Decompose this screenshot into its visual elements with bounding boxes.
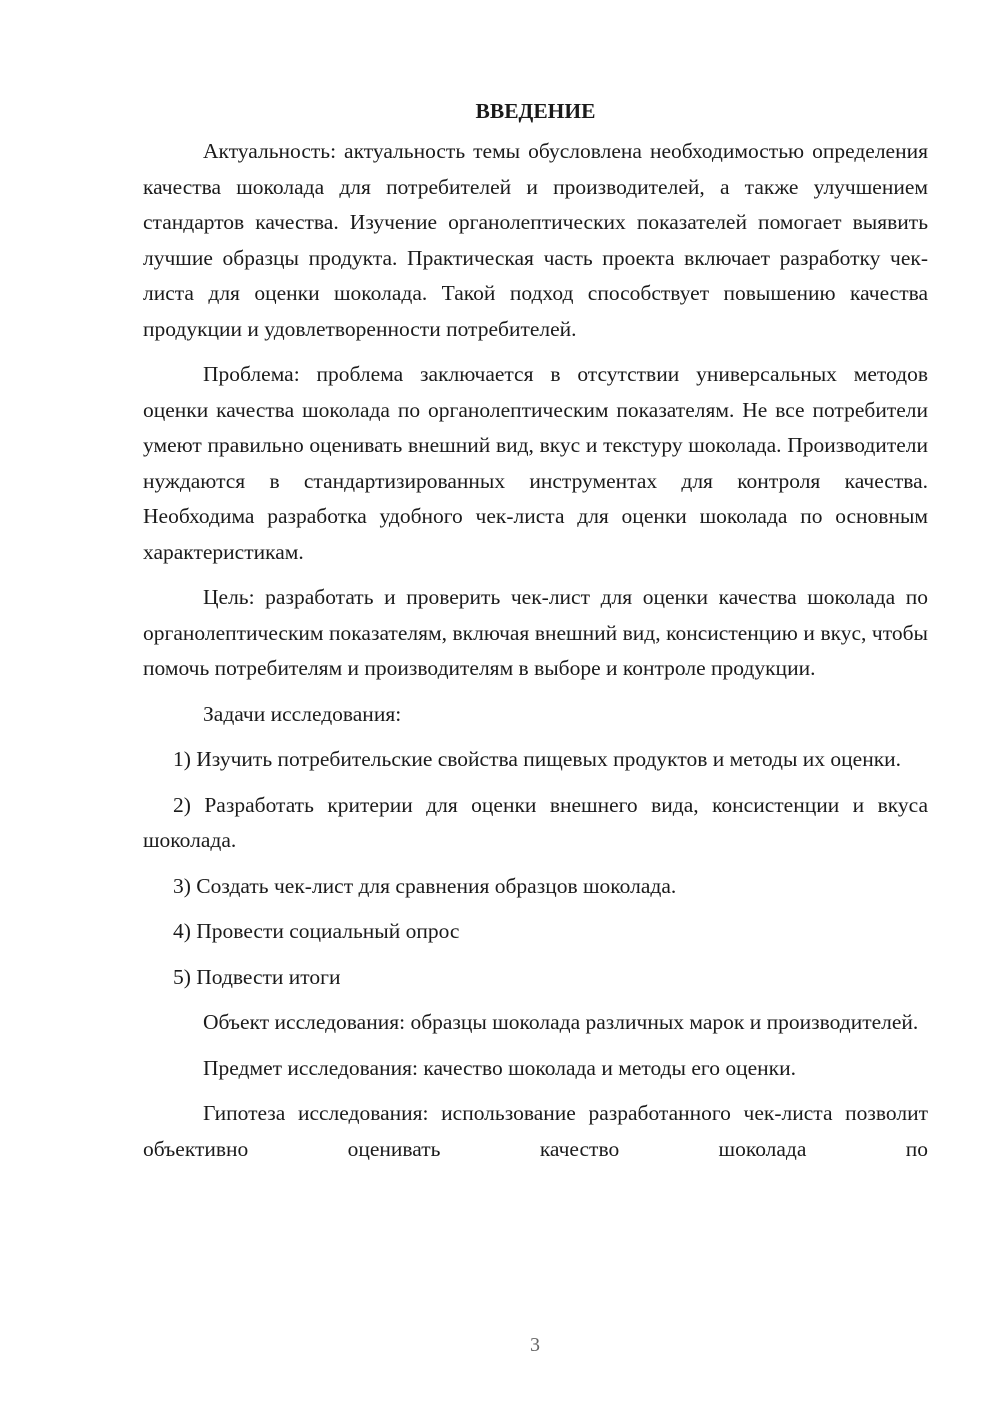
paragraph-subject: Предмет исследования: качество шоколада и методы его оценки. <box>203 1055 796 1080</box>
task-item: 2) Разработать критерии для оценки внешнего вида, консистенции и вкуса шоколада. <box>143 792 928 852</box>
section-title: ВВЕДЕНИЕ <box>475 99 596 123</box>
task-item: 1) Изучить потребительские свойства пищевых продуктов и методы их оценки. <box>173 747 902 771</box>
task-item: 3) Создать чек-лист для сравнения образцов шоколада. <box>173 873 677 898</box>
paragraph-problem: Проблема: проблема заключается в отсутствии универсальных методов оценки качества шоколада по органолептическим показателям. Не все потребители умеют правильно оценивать внешний вид, вкус и текстуру шоколада. Производители нуждаются в стандартизированных инструментах для контроля качества. Необходима разработка удобного чек-листа для оценки шоколада по основным характеристикам. <box>143 362 928 564</box>
document-body <box>143 96 928 1177</box>
task-item: 4) Провести социальный опрос <box>173 919 460 943</box>
paragraph-hypothesis: Гипотеза исследования: использование разработанного чек-листа позволит объективно оценивать качество шоколада по <box>143 1101 928 1161</box>
paragraph-object: Объект исследования: образцы шоколада различных марок и производителей. <box>203 1010 919 1034</box>
task-item: 5) Подвести итоги <box>173 964 341 989</box>
paragraph-tasks-heading: Задачи исследования: <box>203 701 402 726</box>
page-number: 3 <box>530 1334 540 1356</box>
paragraph-relevance: Актуальность: актуальность темы обусловлена необходимостью определения качества шоколада для потребителей и производителей, а также улучшением стандартов качества. Изучение органолептических показателей помогает выявить лучшие образцы продукта. Практическая часть проекта включает разработку чек-листа для оценки шоколада. Такой подход способствует повышению качества продукции и удовлетворенности потребителей. <box>143 139 928 341</box>
paragraph-goal: Цель: разработать и проверить чек-лист для оценки качества шоколада по органолептическим показателям, включая внешний вид, консистенцию и вкус, чтобы помочь потребителям и производителям в выборе и контроле продукции. <box>143 585 928 680</box>
